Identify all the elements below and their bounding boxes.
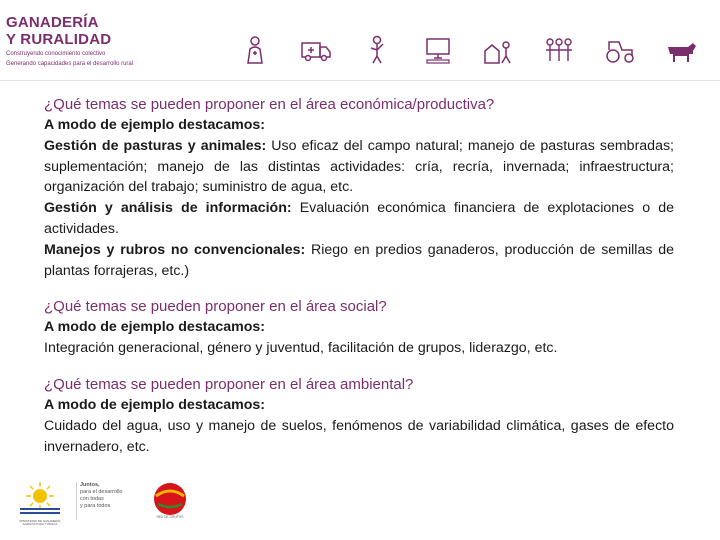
red-de-grupos-logo-icon [150,480,190,518]
section-heading: ¿Qué temas se pueden proponer en el área económica/productiva? [44,96,495,113]
slogan-line: Juntos, [80,482,100,488]
section-body: Integración generacional, género y juventud, facilitación de grupos, liderazgo, etc. [44,340,558,357]
header-icon-row [238,30,698,70]
section-economic [44,94,674,281]
section-social [44,296,674,359]
footer-logos [16,478,316,528]
section-environmental [44,374,674,457]
brand-subtitle-line1: Construyendo conocimiento colectivo [6,51,106,57]
slogan-line: y para todos [80,503,111,509]
section-heading: ¿Qué temas se pueden proponer en el área ambiental? [44,375,414,393]
brand-title-line1: GANADERÍA [6,14,99,31]
brand-block [6,14,196,68]
section-intro: A modo de ejemplo destacamos: [44,319,266,336]
list-item [44,198,674,240]
teacher-icon [360,33,394,67]
item-text: Evaluación económica financiera de explotaciones o de actividades. [44,200,675,237]
item-text: Uso eficaz del campo natural; manejo de pasturas sembradas; suplementación; manejo de las distintas actividades: cría, recría, invernada; infraestructura; organización del trabajo; suministro de agua, etc. [44,137,674,196]
footer-divider [76,482,77,520]
nurse-icon [238,33,272,67]
section-intro: A modo de ejemplo destacamos: [44,117,266,133]
section-heading: ¿Qué temas se pueden proponer en el área social? [44,298,387,316]
slogan [80,482,152,510]
item-text: Riego en predios ganaderos, producción de semillas de plantas forrajeras, etc.) [44,241,674,279]
ministry-seal-icon [16,478,64,520]
brand-subtitle-line2: Generando capacidades para el desarrollo rural [6,61,134,67]
item-label: Manejos y rubros no convencionales: [44,241,306,258]
list-item [44,240,674,282]
main-content [44,94,674,472]
family-icon [542,33,576,67]
cow-icon [664,33,698,67]
ambulance-icon [299,33,333,67]
section-body: Cuidado del agua, uso y manejo de suelos, fenómenos de variabilidad climática, gases de efecto invernadero, etc. [44,417,674,455]
ministry-caption: MINISTERIO DE GANADERÍA AGRICULTURA Y PESCA [19,519,61,526]
section-intro: A modo de ejemplo destacamos: [44,396,266,413]
item-label: Gestión y análisis de información: [44,200,292,217]
list-item [44,136,674,198]
red-de-grupos-caption: RED DE GRUPOS [156,515,184,519]
item-label: Gestión de pasturas y animales: [44,137,267,154]
rural-community-icon [481,33,515,67]
header-divider [0,80,720,81]
brand-title-line2: Y RURALIDAD [6,31,112,48]
computer-icon [421,33,455,67]
slogan-line: para el desarrollo [80,489,123,495]
slogan-line: con todas [80,496,104,502]
tractor-icon [603,33,637,67]
